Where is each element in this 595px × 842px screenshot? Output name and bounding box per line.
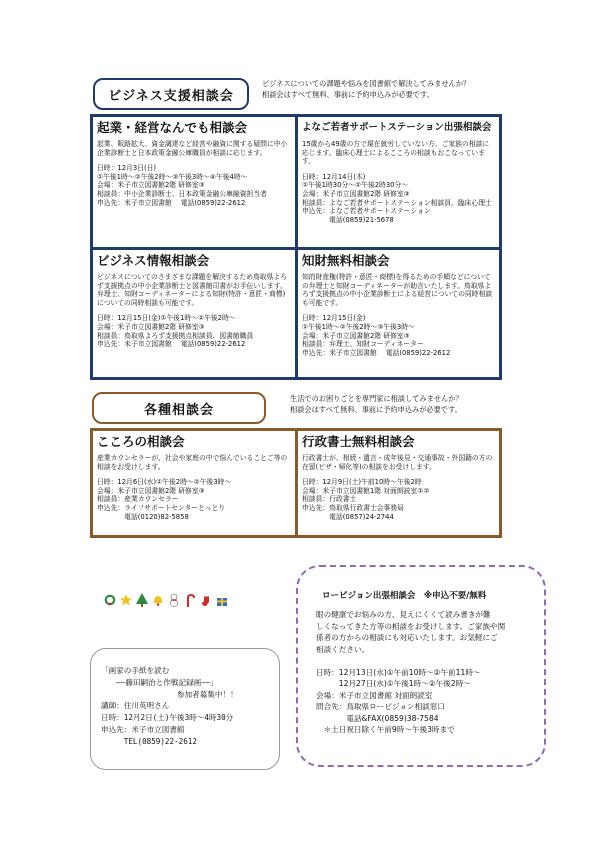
consultation-details: 日時：12月6日(水)①午後2時〜②午後3時〜 会場：米子市立図書館2階 研修室③ 相談員：産業カウンセラー 申込先：ライフサポートセンターとっとり 電話(0120)82-5858 <box>97 478 232 521</box>
christmas-tree-icon <box>136 593 148 607</box>
consultation-details: 日時：12月15日(金) ①午後1時〜②午後2時〜③午後3時〜 会場：米子市立図書館2階 研修室③ 相談員：弁理士、知財コーディネーター 申込先：米子市立図書館 電話(0859)22-2612 <box>302 314 451 357</box>
consultation-details: 日時：12月15日(金)①午後1時〜②午後2時〜 会場：米子市立図書館2階 研修室③ 相談員：鳥取県よろず支援拠点相談員、図書館職員 申込先：米子市立図書館 電話(0859)22-2612 <box>97 314 254 349</box>
christmas-garland <box>104 593 228 607</box>
consultation-title: ビジネス情報相談会 <box>97 253 210 268</box>
low-vision-consultation-box <box>296 565 546 767</box>
consultation-description: 15歳から49歳の方で現在就労していない方、ご家族の相談に応じます。臨床心理士によるこころの相談もおこなっています。 <box>302 140 490 166</box>
stocking-icon <box>200 593 212 607</box>
business-consultation-grid <box>90 114 502 380</box>
various-section-title: 各種相談会 <box>143 402 214 418</box>
various-consultation-grid <box>90 428 502 538</box>
consultation-card-mental <box>93 431 295 535</box>
star-icon <box>120 593 132 607</box>
consultation-card-youth-support <box>298 117 499 247</box>
wreath-icon <box>104 593 116 607</box>
consultation-description: 起業、販路拡大、資金調達など経営や融資に関する疑問に中小企業診断士と日本政策金融公庫職員が相談に応じます。 <box>97 140 288 157</box>
consultation-description: 産業カウンセラーが、社会や家庭の中で悩んでいることご等の相談をお受けします。 <box>97 454 288 471</box>
bell-icon <box>152 593 164 607</box>
low-vision-title: ロービジョン出張相談会 ※申込不要/無料 <box>322 591 487 601</box>
book-event-text: 「画家の手紙を読む ――藤田嗣治と作戦記録画――」 参加者募集中！！ 講師：住川英明さん 日時：12月2日(土)午後3時〜4時30分 申込先：米子市立図書館 TEL(0859)22-2612 <box>101 666 238 746</box>
book-event-box <box>90 648 280 770</box>
business-section-title: ビジネス支援相談会 <box>108 88 234 104</box>
consultation-card-admin-scrivener <box>298 431 499 535</box>
various-section-header <box>92 392 266 424</box>
consultation-title: こころの相談会 <box>97 434 185 449</box>
consultation-details: 日時：12月9日(土)午前10時〜午後2時 会場：米子市立図書館1階 対面朗読室①② 相談員：行政書士 申込先：鳥取県行政書士会事務局 電話(0857)24-2744 <box>302 478 430 521</box>
consultation-description: ビジネスについてのさまざまな課題を解決するため鳥取県よろず支援拠点の中小企業診断士と図書館司書がお手伝いします。弁理士、知財コーディネーターによる知財(特許・意匠・商標)についての同時相談も可能です。 <box>97 273 287 307</box>
consultation-details: 日時：12月14日(木) ①午後1時30分〜②午後2時30分〜 会場：米子市立図書館2階 研修室③ 相談員：よなご若者サポートステーション相談員、臨床心理士 申込先：よなご若者サポートステーション 電話(0859)21-5678 <box>302 172 492 224</box>
consultation-card-ip <box>298 250 499 377</box>
snowman-icon <box>168 593 180 607</box>
consultation-title: よなご若者サポートステーション出張相談会 <box>302 122 492 133</box>
business-section-header <box>93 78 249 110</box>
consultation-title: 起業・経営なんでも相談会 <box>97 120 248 135</box>
consultation-description: 行政書士が、相続・遺言・成年後見・交通事故・外国籍の方の在留(ビザ・帰化等)の相談をお受けします。 <box>302 454 493 471</box>
consultation-card-business-info <box>93 250 295 377</box>
low-vision-body: 眼の健康でお悩みの方、見えにくくて読み書きが難 しくなってきた方等の相談をお受けします。ご家族や関 係者の方からの相談にも対応いたします。お気軽にご 相談ください。 日時：12月13日(水)①午前10時〜②午前11時〜 12月27日(水)①午後1時〜②午後2時〜 会場：米子市立図書館 対面朗読室 問合先：鳥取県ロービジョン相談窓口 電話&FAX(0859)38-7584 ＊土日祝日除く午前9時〜午後3時まで <box>316 610 506 734</box>
candy-cane-icon <box>184 593 196 607</box>
consultation-details: 日時：12月3日(日) ①午後1時〜②午後2時〜③午後3時〜④午後4時〜 会場：米子市立図書館2階 研修室③ 相談員：中小企業診断士、日本政策金融公庫融資担当者 申込先：米子市立図書館 電話(0859)22-2612 <box>97 164 267 207</box>
consultation-title: 行政書士無料相談会 <box>302 434 415 449</box>
consultation-description: 知的財産権(特許・意匠・商標)を得るための手順などについての弁理士と知財コーディネーターが助言いたします。鳥取県よろず支援拠点の中小企業診断士による経営についての同時相談も可能です。 <box>302 273 493 307</box>
consultation-title: 知財無料相談会 <box>302 253 390 268</box>
gift-icon <box>216 593 228 607</box>
various-intro-text: 生活でのお困りごとを専門家に相談してみませんか？ 相談会はすべて無料、事前に予約申込みが必要です。 <box>290 394 463 414</box>
consultation-card-startup <box>93 117 295 247</box>
business-intro-text: ビジネスについての課題や悩みを図書館で解決してみませんか？ 相談会はすべて無料、事前に予約申込みが必要です。 <box>262 79 471 99</box>
